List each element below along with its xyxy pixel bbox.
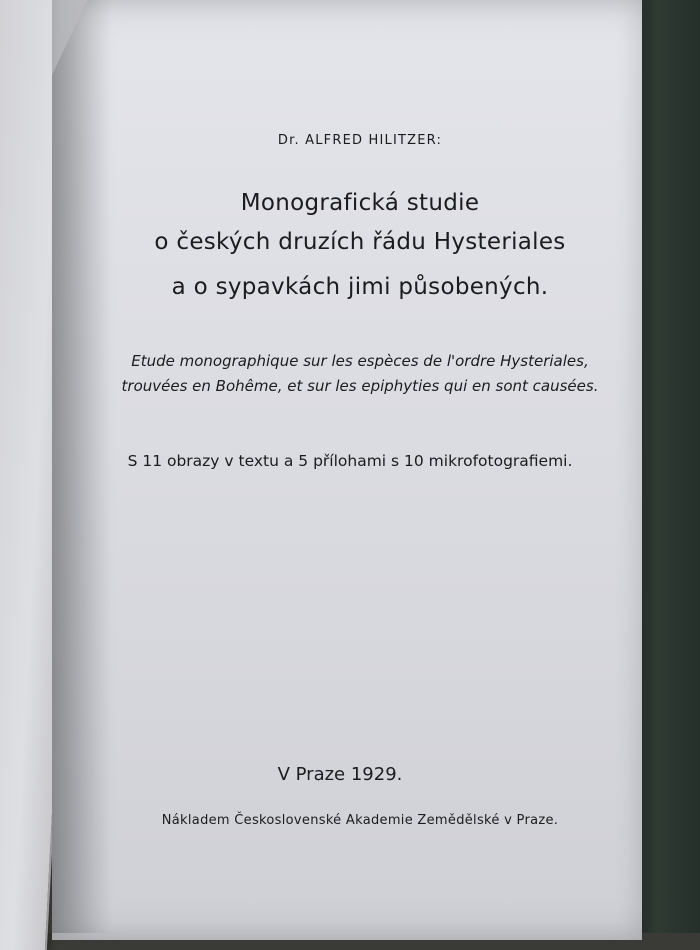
title-line: a o sypavkách jimi působených. [171, 274, 549, 300]
french-subtitle-line: Etude monographique sur les espèces de l'ordre Hysteriales, [131, 352, 589, 370]
left-page-fragment [0, 0, 4, 61]
title-line: Monografická studie [240, 190, 480, 216]
left-page-text-fragments [0, 0, 4, 80]
publisher-line: Nákladem Československé Akademie Zemědělské v Praze. [161, 813, 559, 828]
illustrations-note: S 11 obrazy v textu a 5 přílohami s 10 mikrofotografiemi. [127, 452, 573, 470]
place-and-year: V Praze 1929. [277, 764, 403, 785]
title-line: o českých druzích řádu Hysteriales [154, 229, 566, 255]
french-subtitle-line: trouvées en Bohême, et sur les epiphyties qui en sont causées. [121, 377, 599, 395]
author-name: Dr. ALFRED HILITZER: [277, 133, 443, 148]
